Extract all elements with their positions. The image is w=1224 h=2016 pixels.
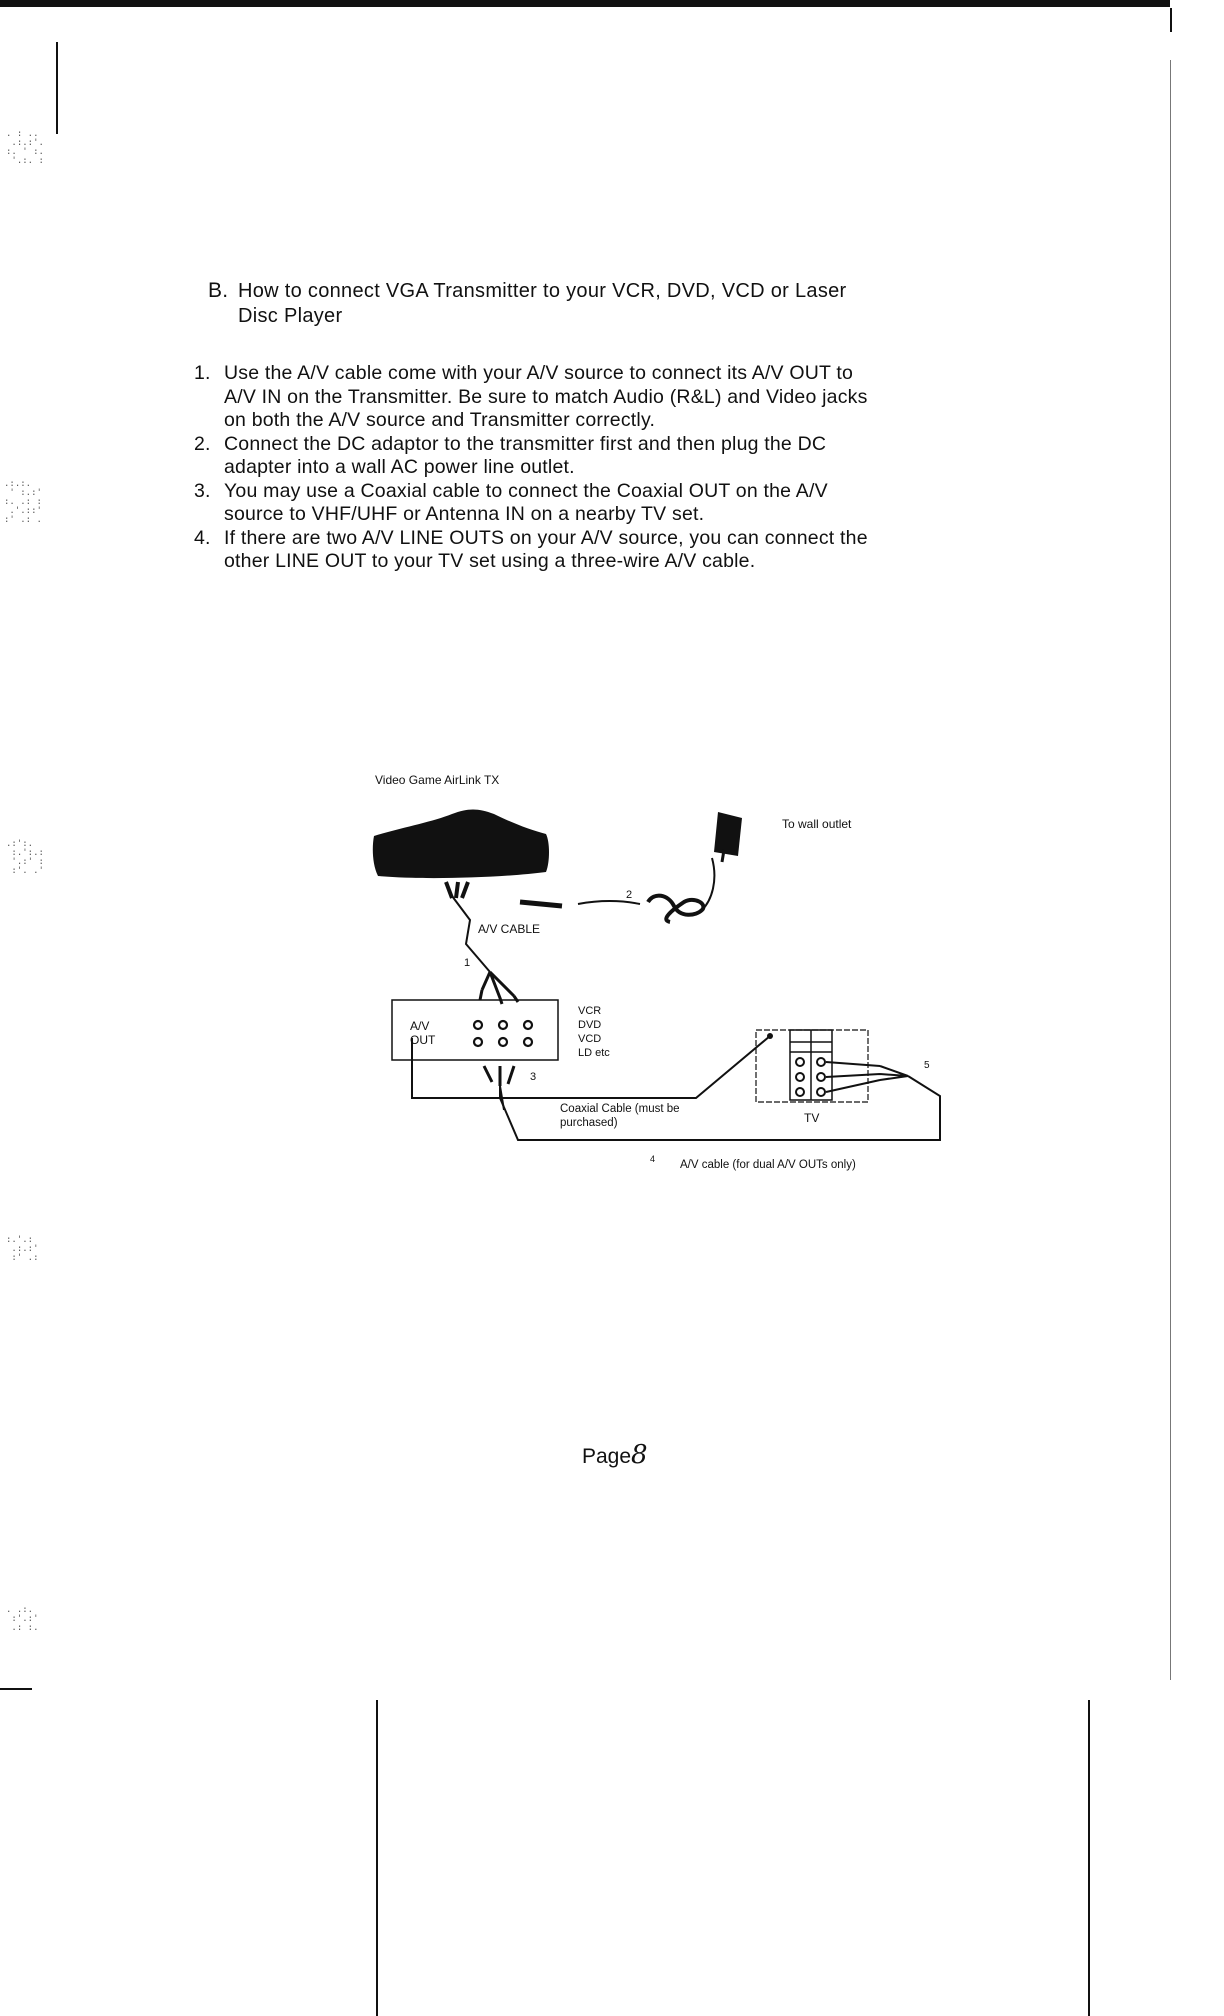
coaxial-cable bbox=[500, 1036, 770, 1098]
scan-noise-5: . .:. :'.:' .: :. bbox=[6, 1605, 39, 1633]
av-cable-plugs bbox=[480, 972, 518, 1004]
wall-outlet-label: To wall outlet bbox=[782, 817, 852, 831]
step-line: A/V IN on the Transmitter. Be sure to match Audio (R&L) and Video jacks bbox=[224, 385, 868, 408]
tv-label: TV bbox=[804, 1111, 820, 1125]
tv-panel bbox=[756, 1030, 868, 1102]
section-letter: B. bbox=[208, 279, 229, 302]
transmitter-label: Video Game AirLink TX bbox=[375, 773, 500, 787]
step-line: If there are two A/V LINE OUTS on your A/V source, you can connect the bbox=[224, 526, 868, 549]
dual-av-cable bbox=[412, 1038, 940, 1140]
dual-av-label: A/V cable (for dual A/V OUTs only) bbox=[680, 1159, 856, 1171]
wall-adapter-icon bbox=[714, 812, 742, 856]
step-number: 2. bbox=[194, 432, 211, 455]
scan-noise-4: :.'.: .:.:' :' .: bbox=[6, 1235, 39, 1263]
step-line: on both the A/V source and Transmitter correctly. bbox=[224, 409, 656, 431]
av-jacks bbox=[474, 1021, 532, 1046]
av-out-label-line2: OUT bbox=[410, 1033, 436, 1047]
source-type-vcd: VCD bbox=[578, 1033, 602, 1045]
step-line: Connect the DC adaptor to the transmitter first and then plug the DC bbox=[224, 432, 827, 455]
scan-noise-3: .:':. :.':.: '.:' : :'. .' bbox=[6, 839, 44, 876]
step-1-callout: 1 bbox=[464, 957, 471, 969]
step-number: 3. bbox=[194, 479, 211, 502]
transmitter-device-icon bbox=[373, 810, 549, 879]
tv-input-cables bbox=[826, 1062, 908, 1092]
transmitter-plugs bbox=[446, 882, 468, 898]
av-out-label-line1: A/V bbox=[410, 1019, 430, 1033]
bottom-right-rule bbox=[1088, 1700, 1090, 2016]
lower-plugs bbox=[484, 1066, 514, 1086]
coax-label-line2: purchased) bbox=[560, 1117, 618, 1129]
page-number-value: 8 bbox=[631, 1440, 648, 1470]
step-5-callout: 5 bbox=[924, 1060, 930, 1071]
page-label: Page bbox=[582, 1445, 632, 1468]
av-cable-label: A/V CABLE bbox=[478, 922, 541, 936]
power-cord-coil bbox=[648, 896, 703, 922]
bottom-left-rule bbox=[376, 1700, 378, 2016]
step-line: adapter into a wall AC power line outlet. bbox=[224, 456, 575, 478]
step-2-callout: 2 bbox=[626, 889, 633, 901]
step-line: Use the A/V cable come with your A/V source to connect its A/V OUT to bbox=[224, 362, 854, 384]
coax-label-line1: Coaxial Cable (must be bbox=[560, 1103, 680, 1115]
scan-noise-1: . : .. .:.:'. :. ' :. '.:. : bbox=[6, 129, 44, 166]
section-title-line2: Disc Player bbox=[238, 305, 343, 327]
page-number bbox=[582, 1440, 648, 1470]
section-title-line1: How to connect VGA Transmitter to your VCR, DVD, VCD or Laser bbox=[238, 280, 847, 302]
dc-plug bbox=[520, 902, 562, 906]
source-type-ld: LD etc bbox=[578, 1047, 610, 1059]
scan-noise-2: .:.:. ' :.:' :. .: : .'.::' :' .: . bbox=[4, 479, 42, 525]
source-type-dvd: DVD bbox=[578, 1019, 602, 1031]
step-3-callout: 3 bbox=[530, 1071, 537, 1083]
left-mark-bottom bbox=[0, 1688, 32, 1690]
step-4-callout: 4 bbox=[650, 1154, 656, 1164]
step-line: source to VHF/UHF or Antenna IN on a nearby TV set. bbox=[224, 503, 705, 525]
step-number: 1. bbox=[194, 362, 211, 384]
step-line: other LINE OUT to your TV set using a three-wire A/V cable. bbox=[224, 550, 756, 572]
source-type-vcr: VCR bbox=[578, 1005, 602, 1017]
step-number: 4. bbox=[194, 526, 211, 549]
step-line: You may use a Coaxial cable to connect the Coaxial OUT on the A/V bbox=[224, 479, 828, 502]
